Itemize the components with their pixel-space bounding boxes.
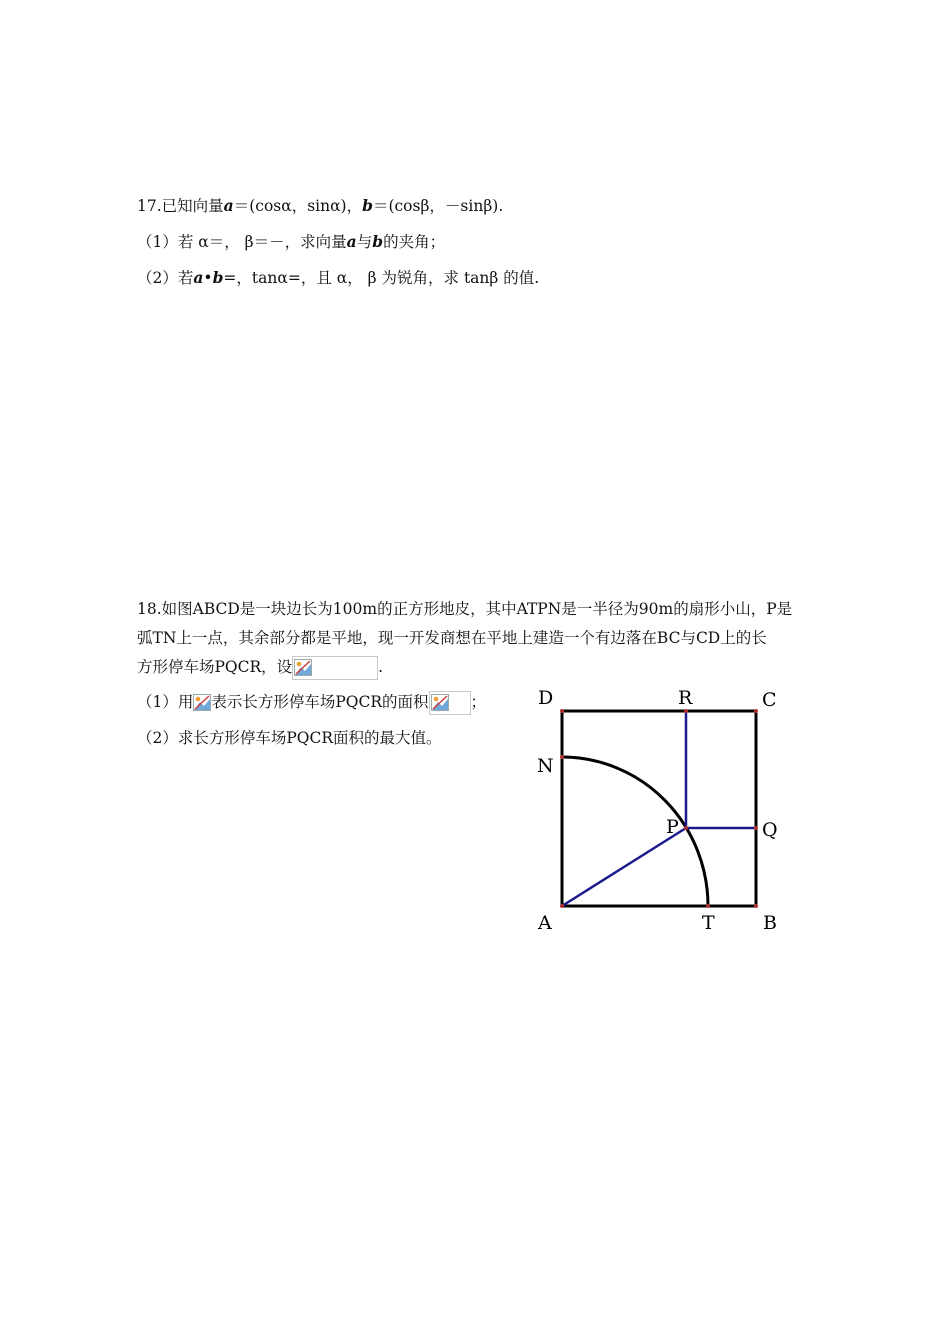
label-q: Q: [762, 819, 778, 841]
q18-stem-line1: 18.如图ABCD是一块边长为100m的正方形地皮，其中ATPN是一半径为90m的扇形小山，P是: [137, 600, 793, 618]
label-b: B: [763, 912, 777, 934]
q17-part2: （2）若a•b=，tanα=，且 α， β 为锐角，求 tanβ 的值.: [137, 268, 540, 287]
label-a: A: [538, 912, 552, 934]
broken-image-icon: [429, 691, 471, 715]
vector-a: a: [223, 196, 234, 215]
q18-part1: （1）用 表示长方形停车场PQCR的面积 ；: [137, 690, 486, 715]
point-b: [754, 904, 758, 908]
q17-stem: 17.已知向量a＝(cosα，sinα)，b＝(cosβ，－sinβ).: [137, 196, 504, 215]
q18-stem-line3: 方形停车场PQCR，设 .: [137, 655, 383, 680]
broken-image-icon: [193, 692, 211, 714]
point-d: [560, 709, 564, 713]
point-q: [754, 826, 758, 830]
q18-part2: （2）求长方形停车场PQCR面积的最大值。: [137, 729, 442, 747]
point-n: [560, 755, 564, 759]
segment-ap: [562, 828, 686, 906]
label-p: P: [666, 816, 679, 838]
point-p: [684, 826, 688, 830]
label-d: D: [538, 687, 554, 709]
q17-part1: （1）若 α＝， β＝－，求向量a与b的夹角；: [137, 232, 446, 251]
square-abcd: [562, 711, 756, 906]
label-r: R: [678, 687, 693, 709]
label-c: C: [762, 689, 777, 711]
label-n: N: [537, 755, 554, 777]
label-t: T: [702, 912, 715, 934]
q18-stem-line2: 弧TN上一点，其余部分都是平地，现一开发商想在平地上建造一个有边落在BC与CD上的长: [137, 629, 767, 647]
vector-b: b: [362, 196, 373, 215]
square-plot-figure: [520, 680, 800, 940]
broken-image-icon: [292, 656, 378, 680]
point-r: [684, 709, 688, 713]
point-c: [754, 709, 758, 713]
point-t: [706, 904, 710, 908]
point-a: [560, 904, 564, 908]
